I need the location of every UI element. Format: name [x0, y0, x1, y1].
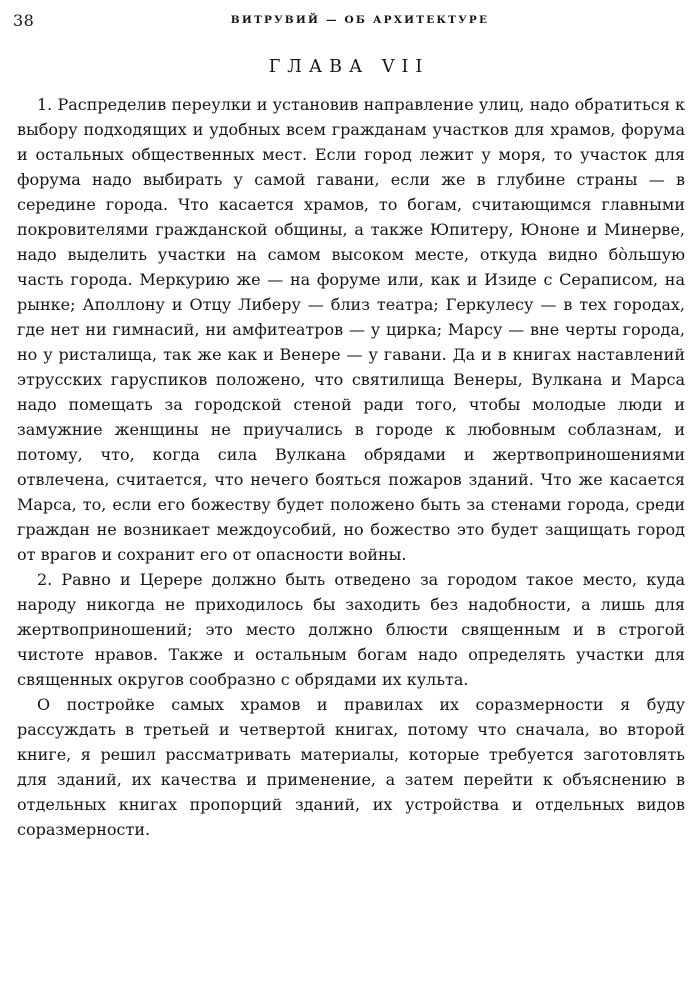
paragraph-2: 2. Равно и Церере должно быть отведено за городом такое место, куда народу никогда не приходилось бы заходить без надобности, а лишь для жертвоприношений; это место должно блюсти священным и в строгой чистоте нравов. Также и остальным богам надо определять участки для священных округов сообразно с обрядами их культа. — [17, 570, 685, 689]
page-number: 38 — [13, 11, 35, 30]
chapter-body — [17, 92, 685, 842]
running-header: ВИТРУВИЙ — ОБ АРХИТЕКТУРЕ — [230, 14, 490, 26]
paragraph-1: 1. Распределив переулки и установив направление улиц, надо обратиться к выбору подходящих и удобных всем гражданам участков для храмов, форума и остальных общественных мест. Если город лежит у моря, то участок для форума надо выбирать у самой гавани, если же в глубине страны — в середине города. Что касается храмов, то богам, считающимся главными покровителями гражданской общины, а также Юпитеру, Юноне и Минерве, надо выделить участки на самом высоком месте, откуда видно бо̀льшую часть города. Меркурию же — на форуме или, как и Изиде с Сераписом, на рынке; Аполлону и Отцу Либеру — близ театра; Геркулесу — в тех городах, где нет ни гимнасий, ни амфитеатров — у цирка; Марсу — вне черты города, но у ристалища, так же как и Венере — у гавани. Да и в книгах наставлений этрусских гаруспиков положено, что святилища Венеры, Вулкана и Марса надо помещать за городской стеной ради того, чтобы молодые люди и замужние женщины не приучались в городе к любовным соблазнам, и потому, что, когда сила Вулкана обрядами и жертвоприношениями отвлечена, считается, что нечего бояться пожаров зданий. Что же касается Марса, то, если его божеству будет положено быть за стенами города, среди граждан не возникает междоусобий, но божество это будет защищать город от врагов и сохранит его от опасности войны. — [17, 95, 685, 564]
chapter-title: ГЛАВА VII — [268, 57, 430, 77]
paragraph-3: О постройке самых храмов и правилах их соразмерности я буду рассуждать в третьей и четвертой книгах, потому что сначала, во второй книге, я решил рассматривать материалы, которые требуется заготовлять для зданий, их качества и применение, а затем перейти к объяснению в отдельных книгах пропорций зданий, их устройства и отдельных видов соразмерности. — [17, 695, 685, 839]
